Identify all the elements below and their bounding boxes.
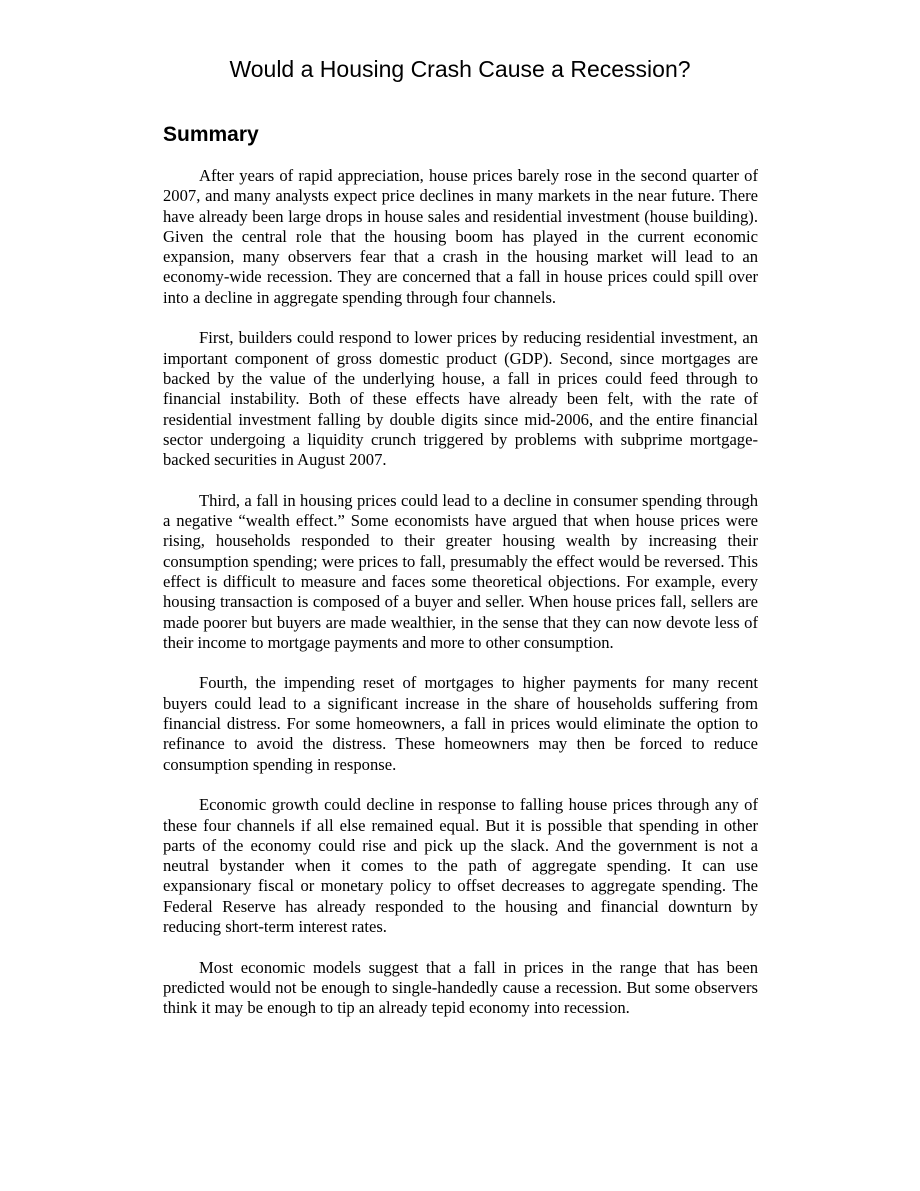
paragraph-2: First, builders could respond to lower prices by reducing residential investment, an important component of gross domestic product (GDP). Second, since mortgages are backed by the value of the underlying house, a fall in prices could feed through to financial instability. Both of these effects have already been felt, with the rate of residential investment falling by double digits since mid-2006, and the entire financial sector undergoing a liquidity crunch triggered by problems with subprime mortgage-backed securities in August 2007. xyxy=(163,328,758,470)
document-title: Would a Housing Crash Cause a Recession? xyxy=(229,56,691,82)
paragraph-4: Fourth, the impending reset of mortgages to higher payments for many recent buyers could lead to a significant increase in the share of households suffering from financial distress. For some homeowners, a fall in prices would eliminate the option to refinance to avoid the distress. These homeowners may then be forced to reduce consumption spending in response. xyxy=(163,673,758,774)
paragraph-5: Economic growth could decline in response to falling house prices through any of these four channels if all else remained equal. But it is possible that spending in other parts of the economy could rise and pick up the slack. And the government is not a neutral bystander when it comes to the path of aggregate spending. It can use expansionary fiscal or monetary policy to offset decreases to aggregate spending. The Federal Reserve has already responded to the housing and financial downturn by reducing short-term interest rates. xyxy=(163,795,758,936)
paragraph-6: Most economic models suggest that a fall in prices in the range that has been predicted would not be enough to single-handedly cause a recession. But some observers think it may be enough to tip an already tepid economy into recession. xyxy=(163,957,758,1018)
section-heading-summary: Summary xyxy=(163,123,259,146)
summary-body xyxy=(163,166,758,1039)
paragraph-1: After years of rapid appreciation, house prices barely rose in the second quarter of 2007, and many analysts expect price declines in many markets in the near future. There have already been large drops in house sales and residential investment (house building). Given the central role that the housing boom has played in the current economic expansion, many observers fear that a crash in the housing market will lead to an economy-wide recession. They are concerned that a fall in house prices could spill over into a decline in aggregate spending through four channels. xyxy=(163,166,758,307)
paragraph-3: Third, a fall in housing prices could lead to a decline in consumer spending through a negative “wealth effect.” Some economists have argued that when house prices were rising, households responded to their greater housing wealth by increasing their consumption spending; were prices to fall, presumably the effect would be reversed. This effect is difficult to measure and faces some theoretical objections. For example, every housing transaction is composed of a buyer and seller. When house prices fall, sellers are made poorer but buyers are made wealthier, in the sense that they can now devote less of their income to mortgage payments and more to other consumption. xyxy=(163,490,758,652)
